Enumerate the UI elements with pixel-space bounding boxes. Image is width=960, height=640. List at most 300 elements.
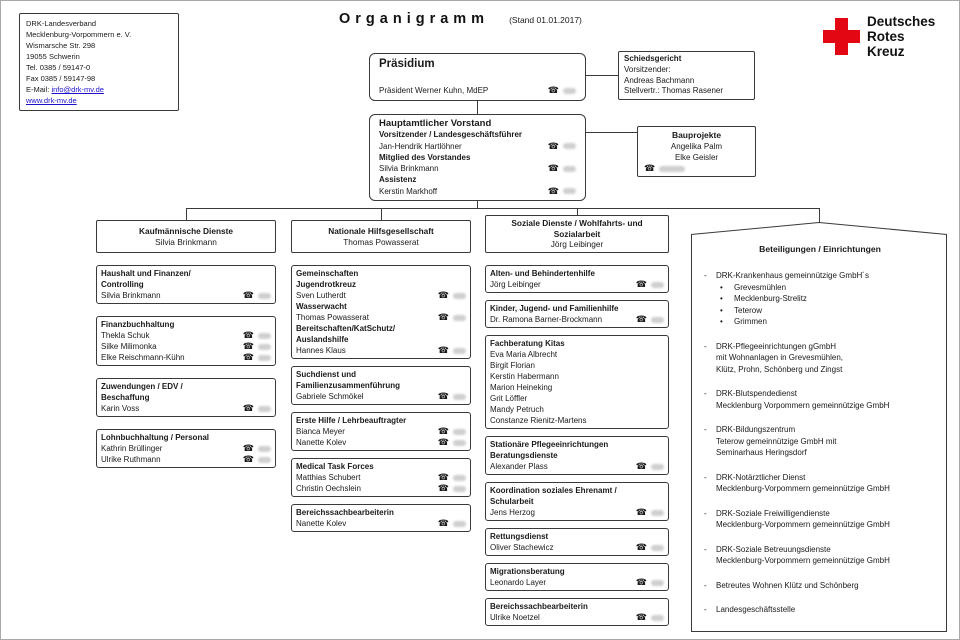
panel-item xyxy=(704,472,936,495)
dash-marker: - xyxy=(704,580,707,590)
panel-item-line: mit Wohnanlagen in Grevesmühlen, xyxy=(716,353,844,362)
panel-item-line: Mecklenburg-Vorpommern gemeinnützige GmbH xyxy=(716,484,890,493)
redacted-phone xyxy=(258,355,271,361)
redacted-phone xyxy=(659,166,685,172)
bullet-dot: • xyxy=(720,294,723,303)
org-text: Eva Maria Albrecht xyxy=(490,350,558,359)
org-text: Christin Oechslein xyxy=(296,484,361,493)
praesidium-member: Präsident Werner Kuhn, MdEP xyxy=(379,86,489,95)
dash-marker: - xyxy=(704,544,707,554)
org-box xyxy=(485,563,669,591)
redacted-phone xyxy=(453,293,466,299)
org-row xyxy=(296,472,466,483)
org-text: Kinder, Jugend- und Familienhilfe xyxy=(490,304,619,313)
redacted-phone xyxy=(453,429,466,435)
org-row xyxy=(101,319,271,330)
org-text: Jugendrotkreuz xyxy=(296,280,357,289)
beteiligungen-panel xyxy=(691,234,947,632)
org-text: Gemeinschaften xyxy=(296,269,359,278)
org-box xyxy=(96,265,276,304)
org-text: Lohnbuchhaltung / Personal xyxy=(101,433,209,442)
phone-icon: ☎ xyxy=(635,279,647,289)
email-label: E-Mail: xyxy=(26,85,50,94)
bauprojekte-name: Angelika Palm xyxy=(670,142,723,151)
bullet-dot: • xyxy=(720,282,723,292)
org-row xyxy=(296,345,466,356)
redacted-phone xyxy=(453,486,466,492)
org-text: Fachberatung Kitas xyxy=(490,339,565,348)
org-row xyxy=(490,268,664,279)
drk-cross-icon xyxy=(823,18,860,55)
panel-sub-item xyxy=(716,305,869,317)
panel-item-text xyxy=(716,424,837,459)
phone-icon: ☎ xyxy=(242,341,254,351)
panel-sub-item xyxy=(716,316,869,328)
address-box xyxy=(19,13,179,111)
org-row xyxy=(490,485,664,496)
connector-line xyxy=(586,75,618,76)
org-text: Schularbeit xyxy=(490,497,534,506)
org-row xyxy=(296,279,466,290)
connector-line xyxy=(186,208,187,220)
org-text: Beschaffung xyxy=(101,393,150,402)
org-row xyxy=(379,186,576,197)
org-row xyxy=(296,290,466,301)
panel-item-line: DRK-Soziale Betreuungsdienste xyxy=(716,544,831,554)
column-header-name: Jörg Leibinger xyxy=(550,239,604,250)
org-row xyxy=(490,303,664,314)
org-text: Familienzusammenführung xyxy=(296,381,401,390)
org-row xyxy=(490,371,664,382)
org-row xyxy=(490,382,664,393)
redacted-phone xyxy=(651,545,664,551)
redacted-phone xyxy=(651,510,664,516)
redacted-phone xyxy=(563,143,576,149)
address-line: Tel. 0385 / 59147-0 xyxy=(26,63,91,72)
panel-item-line: Teterow gemeinnützige GmbH mit xyxy=(716,436,837,446)
redacted-phone xyxy=(258,333,271,339)
org-text: Wasserwacht xyxy=(296,302,347,311)
org-row xyxy=(296,415,466,426)
phone-icon: ☎ xyxy=(437,483,449,493)
org-row xyxy=(490,531,664,542)
org-row xyxy=(490,338,664,349)
phone-icon: ☎ xyxy=(635,461,647,471)
address-line: Fax 0385 / 59147-98 xyxy=(26,74,96,83)
dash-marker: - xyxy=(704,271,707,280)
org-text: Erste Hilfe / Lehrbeauftragter xyxy=(296,416,407,425)
schiedsgericht-box xyxy=(618,51,755,100)
phone-icon: ☎ xyxy=(635,612,647,622)
email-line xyxy=(26,84,172,95)
column-header-title: Kaufmännische Dienste xyxy=(138,226,234,236)
phone-icon: ☎ xyxy=(437,312,449,322)
org-row xyxy=(101,381,271,392)
panel-item-text xyxy=(716,580,859,592)
org-row xyxy=(490,415,664,426)
org-text: Grit Löffler xyxy=(490,394,528,403)
org-text: Rettungsdienst xyxy=(490,532,549,541)
org-row xyxy=(296,380,466,391)
org-row xyxy=(296,334,466,345)
address-line: Wismarsche Str. 298 xyxy=(26,41,96,50)
org-box xyxy=(96,316,276,366)
org-text: Constanze Rienitz-Martens xyxy=(490,416,587,425)
org-box xyxy=(485,528,669,556)
org-text: Hauptamtlicher Vorstand xyxy=(379,118,492,129)
org-row xyxy=(490,349,664,360)
org-row xyxy=(296,518,466,529)
org-row xyxy=(296,461,466,472)
org-text: Ulrike Noetzel xyxy=(490,613,540,622)
column-header-title: Nationale Hilfsgesellschaft xyxy=(328,226,434,236)
phone-icon: ☎ xyxy=(635,507,647,517)
org-text: Jörg Leibinger xyxy=(490,280,541,289)
redacted-phone xyxy=(453,394,466,400)
panel-item-text xyxy=(716,472,890,495)
org-text: Matthias Schubert xyxy=(296,473,361,482)
org-text: Alexander Plass xyxy=(490,462,548,471)
schiedsgericht-line: Stellvertr.: Thomas Rasener xyxy=(624,86,724,96)
dash-marker: - xyxy=(704,508,707,518)
org-text: Bereitschaften/KatSchutz/ xyxy=(296,324,396,333)
redacted-phone xyxy=(563,166,576,172)
phone-icon: ☎ xyxy=(437,391,449,401)
phone-icon: ☎ xyxy=(437,426,449,436)
org-row xyxy=(101,290,271,301)
redacted-phone xyxy=(258,344,271,350)
connector-line xyxy=(477,101,478,114)
phone-icon: ☎ xyxy=(242,352,254,362)
dash-marker: - xyxy=(704,341,707,351)
panel-item xyxy=(704,508,936,531)
panel-item-text xyxy=(716,544,890,567)
website-link[interactable]: www.drk-mv.de xyxy=(26,96,77,105)
org-box xyxy=(291,458,471,497)
schiedsgericht-line: Vorsitzender: xyxy=(624,64,671,74)
phone-icon: ☎ xyxy=(547,185,559,196)
dash-marker: - xyxy=(704,425,707,434)
redacted-phone xyxy=(258,293,271,299)
org-row xyxy=(296,426,466,437)
logo-line: Kreuz xyxy=(867,44,905,59)
phone-icon: ☎ xyxy=(242,403,254,413)
org-row xyxy=(101,454,271,465)
connector-line xyxy=(577,208,578,215)
panel-item xyxy=(704,341,936,376)
org-text: Birgit Florian xyxy=(490,361,535,370)
org-row xyxy=(101,443,271,454)
org-text: Ulrike Ruthmann xyxy=(101,455,161,464)
panel-item-line: DRK-Krankenhaus gemeinnützige GmbH´s xyxy=(716,271,869,280)
panel-item-line: DRK-Bildungszentrum xyxy=(716,425,796,434)
page-title-row xyxy=(339,11,582,27)
panel-item-line: Mecklenburg-Vorpommern gemeinnützige GmbH xyxy=(716,520,890,529)
redacted-phone xyxy=(258,406,271,412)
redacted-phone xyxy=(651,317,664,323)
bauprojekte-phone-row xyxy=(644,164,749,173)
org-row xyxy=(101,268,271,279)
org-text: Karin Voss xyxy=(101,404,140,413)
org-text: Thekla Schuk xyxy=(101,331,150,340)
org-row xyxy=(379,163,576,174)
logo-line: Deutsches xyxy=(867,14,936,29)
phone-icon: ☎ xyxy=(635,314,647,324)
org-text: Zuwendungen / EDV / xyxy=(101,382,183,391)
column-header-name: Thomas Powasserat xyxy=(343,236,419,247)
org-row xyxy=(296,437,466,448)
org-box xyxy=(485,300,669,328)
panel-item xyxy=(704,388,936,411)
redacted-phone xyxy=(651,615,664,621)
column-soziale-dienste xyxy=(485,265,669,633)
phone-icon: ☎ xyxy=(242,290,254,300)
panel-item-line: Mecklenburg Vorpommern gemeinnützige GmbH xyxy=(716,400,890,410)
org-box xyxy=(291,504,471,532)
panel-item-line: DRK-Notärztlicher Dienst xyxy=(716,472,806,482)
org-text: Stationäre Pflegeeinrichtungen xyxy=(490,440,609,449)
org-row xyxy=(296,268,466,279)
org-box xyxy=(96,378,276,417)
phone-icon: ☎ xyxy=(242,443,254,453)
org-text: Koordination soziales Ehrenamt / xyxy=(490,486,617,495)
org-text: Bereichssachbearbeiterin xyxy=(296,508,394,517)
panel-sub-text: Grimmen xyxy=(734,317,767,326)
org-row xyxy=(490,566,664,577)
org-row xyxy=(490,612,664,623)
praesidium-title: Präsidium xyxy=(379,58,435,70)
phone-icon: ☎ xyxy=(635,542,647,552)
redacted-phone xyxy=(453,521,466,527)
panel-sub-text: Mecklenburg-Strelitz xyxy=(734,294,807,303)
org-text: Thomas Powasserat xyxy=(296,313,369,322)
schiedsgericht-line: Andreas Bachmann xyxy=(624,75,695,85)
org-row xyxy=(296,369,466,380)
org-text: Dr. Ramona Barner-Brockmann xyxy=(490,315,603,324)
panel-sub-text: Teterow xyxy=(734,305,763,315)
org-text: Kerstin Markhoff xyxy=(379,186,438,196)
logo-line: Rotes xyxy=(867,29,905,44)
org-row xyxy=(101,432,271,443)
dash-marker: - xyxy=(704,472,707,482)
panel-item-text xyxy=(716,508,890,531)
panel-list xyxy=(704,270,936,616)
org-text: Silvia Brinkmann xyxy=(379,164,439,174)
org-text: Auslandshilfe xyxy=(296,335,349,344)
org-text: Medical Task Forces xyxy=(296,462,374,471)
connector-line xyxy=(381,208,382,220)
org-text: Controlling xyxy=(101,280,144,289)
org-row xyxy=(101,341,271,352)
org-row xyxy=(379,141,576,152)
panel-item-line: DRK-Blutspendedienst xyxy=(716,389,797,398)
phone-icon: ☎ xyxy=(242,330,254,340)
column-header-kaufmaennische-dienste xyxy=(96,220,276,253)
org-text: Bereichssachbearbeiterin xyxy=(490,602,588,611)
org-row xyxy=(296,312,466,323)
org-text: Mandy Petruch xyxy=(490,405,544,414)
redacted-phone xyxy=(453,475,466,481)
panel-item-line: Mecklenburg-Vorpommern gemeinnützige GmbH xyxy=(716,556,890,565)
bullet-dot: • xyxy=(720,305,723,315)
redacted-phone xyxy=(453,315,466,321)
praesidium-member-row xyxy=(379,85,576,96)
address-line: 19055 Schwerin xyxy=(26,52,80,61)
org-text: Beratungsdienste xyxy=(490,451,558,460)
org-row xyxy=(490,450,664,461)
org-text: Gabriele Schmökel xyxy=(296,392,364,401)
column-header-title: Soziale Dienste / Wohlfahrts- und xyxy=(511,218,643,229)
phone-icon: ☎ xyxy=(437,472,449,482)
column-header-nationale-hilfsgesellschaft xyxy=(291,220,471,253)
org-text: Kathrin Brüllinger xyxy=(101,444,163,453)
org-row xyxy=(490,577,664,588)
redacted-phone xyxy=(563,188,576,194)
panel-item-line: Klütz, Prohn, Schönberg und Zingst xyxy=(716,364,843,374)
org-text: Nanette Kolev xyxy=(296,438,347,447)
panel-sub-text: Grevesmühlen xyxy=(734,282,787,292)
org-text: Assistenz xyxy=(379,175,417,185)
org-row xyxy=(490,360,664,371)
org-text: Haushalt und Finanzen/ xyxy=(101,269,191,278)
org-row xyxy=(101,392,271,403)
org-box xyxy=(485,598,669,626)
org-box xyxy=(96,429,276,468)
redacted-phone xyxy=(258,446,271,452)
org-row xyxy=(379,174,576,185)
org-row xyxy=(490,279,664,290)
org-text: Jens Herzog xyxy=(490,508,535,517)
phone-icon: ☎ xyxy=(644,163,656,173)
org-text: Nanette Kolev xyxy=(296,519,347,528)
bullet-dot: • xyxy=(720,317,723,326)
panel-item-line: DRK-Soziale Freiwilligendienste xyxy=(716,508,830,518)
org-row xyxy=(490,404,664,415)
column-header-name: Silvia Brinkmann xyxy=(155,236,217,247)
org-row xyxy=(490,496,664,507)
org-text: Oliver Stachewicz xyxy=(490,543,554,552)
phone-icon: ☎ xyxy=(437,437,449,447)
bauprojekte-box xyxy=(637,126,756,177)
panel-item xyxy=(704,580,936,592)
org-text: Sven Lutherdt xyxy=(296,291,346,300)
phone-icon: ☎ xyxy=(437,345,449,355)
column-kaufmaennische-dienste xyxy=(96,265,276,480)
org-text: Vorsitzender / Landesgeschäftsführer xyxy=(379,130,522,140)
panel-item xyxy=(704,424,936,459)
connector-line xyxy=(586,132,637,133)
org-text: Hannes Klaus xyxy=(296,346,346,355)
org-box xyxy=(291,412,471,451)
org-text: Leonardo Layer xyxy=(490,578,547,587)
column-header-title: Sozialarbeit xyxy=(553,228,601,239)
dash-marker: - xyxy=(704,389,707,398)
org-text: Kerstin Habermann xyxy=(490,372,559,381)
org-row xyxy=(101,403,271,414)
panel-sub-item xyxy=(716,293,869,305)
panel-item xyxy=(704,604,936,616)
org-text: Mitglied des Vorstandes xyxy=(379,152,471,162)
org-text: Silvia Brinkmann xyxy=(101,291,161,300)
panel-item-text xyxy=(716,341,843,376)
org-row xyxy=(490,542,664,553)
org-box xyxy=(291,366,471,405)
schiedsgericht-title: Schiedsgericht xyxy=(624,54,682,63)
org-row xyxy=(101,352,271,363)
org-row xyxy=(379,129,576,140)
org-row xyxy=(490,393,664,404)
org-text: Alten- und Behindertenhilfe xyxy=(490,269,595,278)
org-row xyxy=(296,391,466,402)
address-line: Mecklenburg-Vorpommern e. V. xyxy=(26,30,132,39)
org-row xyxy=(490,601,664,612)
phone-icon: ☎ xyxy=(547,140,559,151)
panel-item-line: DRK-Pflegeeinrichtungen gGmbH xyxy=(716,341,837,351)
redacted-phone xyxy=(651,580,664,586)
phone-icon: ☎ xyxy=(437,518,449,528)
org-text: Marion Heineking xyxy=(490,383,553,392)
org-text: Elke Reischmann-Kühn xyxy=(101,353,185,362)
panel-item xyxy=(704,270,936,328)
org-row xyxy=(296,301,466,312)
redacted-phone xyxy=(651,282,664,288)
phone-icon: ☎ xyxy=(242,454,254,464)
org-text: Jan-Hendrik Hartlöhner xyxy=(379,141,462,151)
column-nationale-hilfsgesellschaft xyxy=(291,265,471,539)
panel-item-text xyxy=(716,604,795,616)
redacted-phone xyxy=(651,464,664,470)
phone-icon: ☎ xyxy=(437,290,449,300)
connector-line xyxy=(819,208,820,223)
org-box xyxy=(485,335,669,429)
page-title: Organigramm xyxy=(339,11,490,27)
drk-logo-text xyxy=(867,14,935,59)
title-date: (Stand 01.01.2017) xyxy=(509,15,582,25)
org-text: Migrationsberatung xyxy=(490,567,565,576)
org-row xyxy=(101,279,271,290)
org-text: Bianca Meyer xyxy=(296,427,345,436)
panel-item xyxy=(704,544,936,567)
phone-icon: ☎ xyxy=(547,85,559,95)
phone-icon: ☎ xyxy=(547,163,559,174)
phone-icon: ☎ xyxy=(635,577,647,587)
address-line: DRK-Landesverband xyxy=(26,19,97,28)
org-row xyxy=(296,507,466,518)
org-box xyxy=(291,265,471,359)
org-text: Silke Milimonka xyxy=(101,342,157,351)
bauprojekte-title: Bauprojekte xyxy=(671,130,722,140)
praesidium-box xyxy=(369,53,586,101)
org-row xyxy=(490,314,664,325)
column-header-soziale-dienste xyxy=(485,215,669,253)
org-row xyxy=(296,483,466,494)
email-link[interactable]: info@drk-mv.de xyxy=(51,85,104,94)
connector-line xyxy=(186,208,819,209)
org-text: Finanzbuchhaltung xyxy=(101,320,175,329)
redacted-phone xyxy=(453,348,466,354)
dash-marker: - xyxy=(704,605,707,614)
panel-item-text xyxy=(716,388,889,411)
vorstand-box xyxy=(369,114,586,201)
redacted-phone xyxy=(453,440,466,446)
org-box xyxy=(485,436,669,475)
redacted-phone xyxy=(258,457,271,463)
org-row xyxy=(379,118,576,129)
org-text: Suchdienst und xyxy=(296,370,356,379)
org-row xyxy=(101,330,271,341)
panel-item-line: Landesgeschäftsstelle xyxy=(716,605,796,614)
org-row xyxy=(490,461,664,472)
